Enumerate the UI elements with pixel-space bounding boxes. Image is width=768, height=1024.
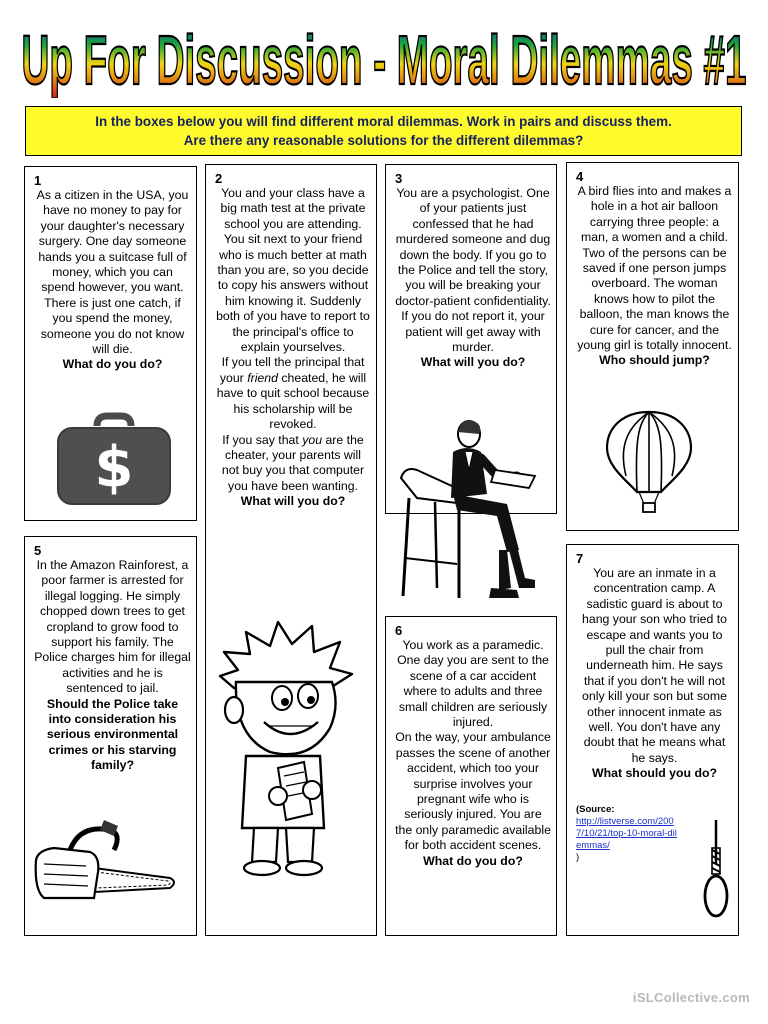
dilemma-question: What do you do? xyxy=(62,357,163,372)
dilemma-text: You work as a paramedic. One day you are sent to the scene of a car accident where to adults and three small children are seriously injured. xyxy=(397,638,549,730)
page-title xyxy=(0,18,768,98)
money-suitcase-icon xyxy=(55,412,173,506)
page-title-text: Up For Discussion - Moral Dilemmas #1 xyxy=(21,21,747,98)
instructions-banner xyxy=(25,106,742,156)
dilemma-number: 6 xyxy=(395,623,403,638)
dilemma-question: Should the Police take into consideration his serious environmental crimes or his starving family? xyxy=(46,696,179,773)
dilemma-question: What do you do? xyxy=(423,853,523,868)
dilemma-text-continued: On the way, your ambulance passes the scene of another accident, which too your surprise involves your pregnant wife who is seriously injured. You are the only paramedic available for both accident scenes. xyxy=(395,730,551,853)
psychologist-icon xyxy=(395,418,545,604)
cartoon-boy-icon xyxy=(212,618,362,880)
dilemma-number: 3 xyxy=(395,171,403,186)
noose-icon xyxy=(700,820,732,920)
footer-watermark: iSLCollective.com xyxy=(632,990,750,1005)
dilemma-number: 1 xyxy=(34,173,42,188)
chainsaw-icon xyxy=(30,820,180,904)
dilemma-text: A bird flies into and makes a hole in a hot air balloon carrying three people: a man, a women and a child. Two of the persons can be saved if one person jumps overboard. The woman knows how to pilot the balloon, the man knows the cure for cancer, and the young girl is totally innocent. xyxy=(577,184,732,353)
dilemma-question: What will you do? xyxy=(240,494,346,509)
instructions-line-2: Are there any reasonable solutions for the different dilemmas? xyxy=(183,133,584,148)
dilemma-number: 5 xyxy=(34,543,42,558)
dilemma-number: 2 xyxy=(215,171,223,186)
hot-air-balloon-icon xyxy=(604,410,694,514)
source-label: (Source: xyxy=(576,803,615,815)
dilemma-text: You are a psychologist. One of your patients just confessed that he had murdered someone and dug down the body. If you go to the Police and tell the story, you will be breaking your doctor-patient confidentiality. If you do not report it, your patient will get away with murder. xyxy=(395,186,551,355)
source-link[interactable]: http://listverse.com/2007/10/21/top-10-moral-dilemmas/ xyxy=(576,815,677,851)
dilemma-question: Who should jump? xyxy=(599,353,710,368)
dilemma-text: In the Amazon Rainforest, a poor farmer is arrested for illegal logging. He simply chopped down trees to get cropland to grow food to support his family. The Police charges him for illegal activities and he is sentenced to jail. xyxy=(34,558,191,696)
instructions-line-1: In the boxes below you will find different moral dilemmas. Work in pairs and discuss them. xyxy=(95,114,672,129)
dilemma-box-6 xyxy=(385,616,557,936)
dilemma-question: What will you do? xyxy=(420,355,526,370)
dilemma-text: You are an inmate in a concentration camp. A sadistic guard is about to hang your son who tried to escape and wants you to pull the chair from underneath him. He says that if you don't he will not only kill your son but some other innocent inmate as well. You don't have any doubt that he means what he says. xyxy=(582,566,727,765)
svg-text:$: $ xyxy=(94,435,134,500)
dilemma-question: What should you do? xyxy=(592,766,717,781)
dilemma-text: You and your class have a big math test at the private school you are attending. You sit next to your friend who is much better at math than you are, so you decide to copy his answers without him knowing it. Suddenly both of you have to report to the principal's office to explain yourselves. xyxy=(216,186,370,355)
dilemma-text-option-b: If you say that you are the cheater, your parents will not buy you that computer you have been wanting. xyxy=(221,432,365,493)
dilemma-number: 4 xyxy=(576,169,584,184)
dilemma-number: 7 xyxy=(576,551,584,566)
dilemma-text-option-a: If you tell the principal that your friend cheated, he will have to quit school because his scholarship will be revoked. xyxy=(216,355,370,432)
dilemma-text: As a citizen in the USA, you have no money to pay for your daughter's necessary surgery. One day someone hands you a suitcase full of money, which you can spend however, you want. There is just one catch, if you spend the money, someone you do not know will die. xyxy=(36,188,189,357)
source-close: ) xyxy=(576,851,580,863)
source-citation xyxy=(576,804,681,864)
